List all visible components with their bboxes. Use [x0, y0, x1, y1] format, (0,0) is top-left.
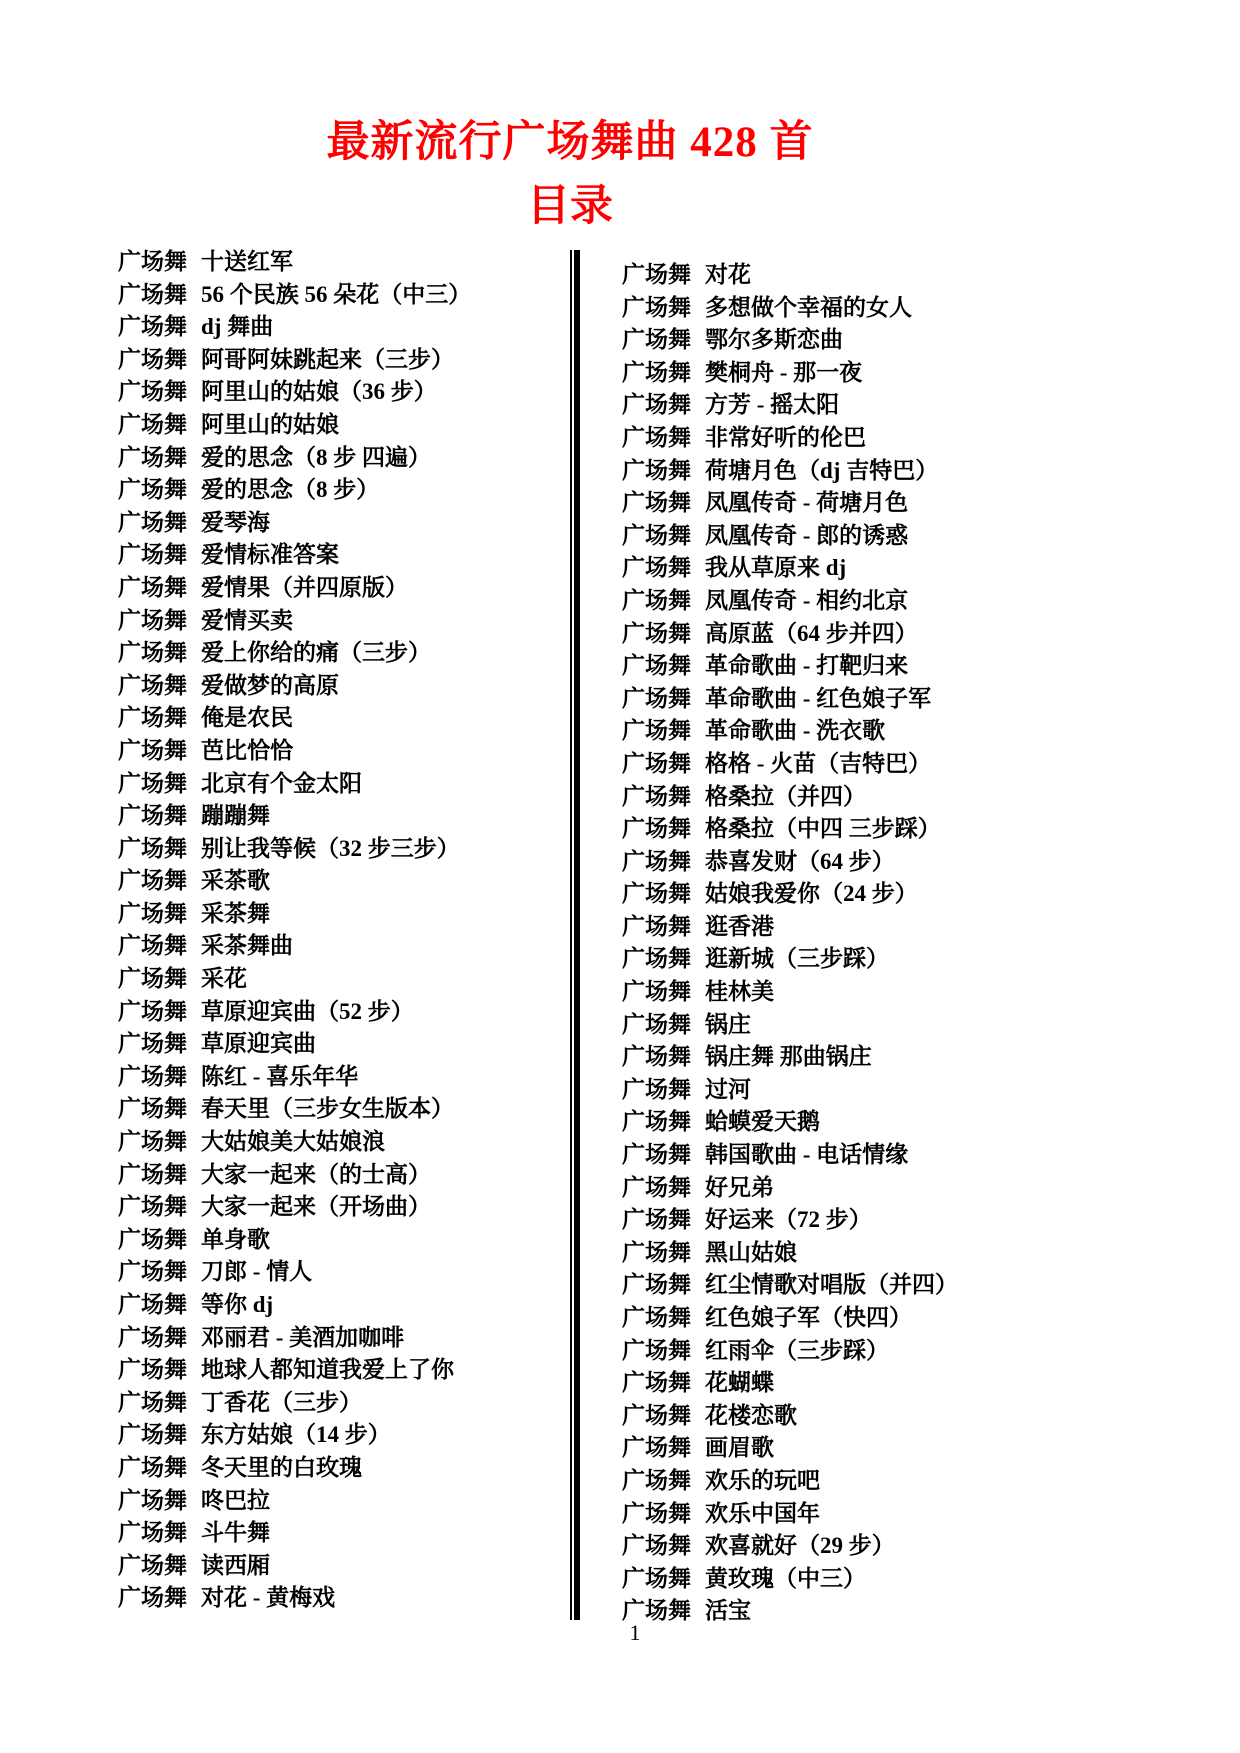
toc-entry: [118, 1224, 471, 1257]
toc-entry: [118, 605, 471, 638]
toc-entry: [622, 1237, 958, 1270]
entry-category: 广场舞: [118, 998, 187, 1024]
entry-category: 广场舞: [622, 1370, 691, 1396]
entry-song-title: 爱情标准答案: [201, 542, 339, 568]
entry-category: 广场舞: [118, 542, 187, 568]
entry-category: 广场舞: [118, 1259, 187, 1285]
entry-song-title: 恭喜发财（64 步）: [705, 848, 895, 874]
entry-category: 广场舞: [118, 1226, 187, 1252]
toc-entry: [622, 781, 958, 814]
entry-category: 广场舞: [118, 314, 187, 340]
entry-song-title: 等你 dj: [201, 1292, 274, 1317]
toc-entry: [622, 976, 958, 1009]
entry-song-title: 斗牛舞: [201, 1520, 270, 1546]
entry-song-title: 对花: [705, 262, 751, 287]
toc-entry: [118, 833, 471, 866]
toc-entry: [118, 1517, 471, 1550]
entry-category: 广场舞: [118, 607, 187, 633]
entry-category: 广场舞: [118, 509, 187, 535]
entry-song-title: 黑山姑娘: [705, 1239, 797, 1265]
entry-category: 广场舞: [622, 490, 691, 516]
entry-song-title: 春天里（三步女生版本）: [201, 1096, 454, 1122]
toc-entry: [622, 487, 958, 520]
entry-category: 广场舞: [622, 913, 691, 939]
toc-entry: [622, 552, 958, 585]
toc-entry: [622, 943, 958, 976]
toc-entry: [622, 389, 958, 422]
toc-entry: [118, 963, 471, 996]
entry-song-title: 爱的思念（8 步）: [201, 477, 380, 503]
entry-category: 广场舞: [118, 835, 187, 861]
entry-song-title: 凤凰传奇 - 郎的诱惑: [705, 522, 909, 548]
entry-category: 广场舞: [622, 327, 691, 353]
entry-song-title: 画眉歌: [705, 1435, 774, 1461]
entry-song-title: 阿里山的姑娘: [201, 411, 339, 437]
entry-song-title: 邓丽君 - 美酒加咖啡: [201, 1324, 405, 1350]
toc-entry: [622, 650, 958, 683]
entry-category: 广场舞: [622, 359, 691, 385]
entry-song-title: 红尘情歌对唱版（并四）: [705, 1272, 958, 1298]
entry-song-title: 锅庄舞 那曲锅庄: [705, 1044, 872, 1070]
toc-entry: [118, 376, 471, 409]
entry-category: 广场舞: [118, 1357, 187, 1383]
toc-entry: [622, 618, 958, 651]
toc-entry: [118, 930, 471, 963]
entry-category: 广场舞: [622, 1435, 691, 1461]
entry-category: 广场舞: [118, 1487, 187, 1513]
entry-song-title: 高原蓝（64 步并四）: [705, 620, 918, 646]
entry-song-title: 对花 - 黄梅戏: [201, 1585, 336, 1611]
entry-category: 广场舞: [622, 457, 691, 483]
entry-song-title: 好运来（72 步）: [705, 1207, 872, 1233]
entry-song-title: 阿哥阿妹跳起来（三步）: [201, 346, 454, 372]
toc-entry: [622, 292, 958, 325]
toc-entry: [622, 1335, 958, 1368]
toc-entry: [118, 572, 471, 605]
entry-song-title: 革命歌曲 - 红色娘子军: [705, 685, 932, 711]
toc-entry: [622, 1269, 958, 1302]
entry-song-title: 我从草原来 dj: [705, 555, 847, 581]
entry-category: 广场舞: [118, 281, 187, 307]
entry-song-title: 花蝴蝶: [705, 1370, 774, 1396]
entry-song-title: 爱做梦的高原: [201, 672, 339, 698]
entry-song-title: 大家一起来（开场曲）: [201, 1194, 431, 1220]
toc-entry: [118, 1550, 471, 1583]
entry-song-title: 格桑拉（中四 三步踩）: [705, 816, 941, 842]
entry-category: 广场舞: [622, 848, 691, 874]
entry-song-title: 黄玫瑰（中三）: [705, 1565, 866, 1591]
entry-category: 广场舞: [622, 718, 691, 744]
entry-song-title: 欢乐中国年: [705, 1500, 820, 1526]
entry-song-title: 阿里山的姑娘（36 步）: [201, 379, 437, 405]
entry-song-title: 草原迎宾曲: [201, 1031, 316, 1057]
column-divider: [570, 250, 580, 1620]
toc-column-left: [118, 246, 471, 1615]
toc-entry: [622, 1400, 958, 1433]
entry-song-title: 韩国歌曲 - 电话情缘: [705, 1142, 909, 1168]
entry-category: 广场舞: [118, 705, 187, 731]
toc-entry: [118, 1289, 471, 1322]
toc-entry: [622, 1563, 958, 1596]
toc-entry: [118, 800, 471, 833]
toc-entry: [118, 344, 471, 377]
entry-song-title: 爱上你给的痛（三步）: [201, 640, 431, 666]
toc-entry: [118, 702, 471, 735]
entry-category: 广场舞: [118, 346, 187, 372]
toc-entry: [622, 422, 958, 455]
entry-song-title: 凤凰传奇 - 荷塘月色: [705, 490, 909, 516]
entry-song-title: 活宝: [705, 1598, 751, 1624]
entry-category: 广场舞: [622, 750, 691, 776]
entry-song-title: 荷塘月色（dj 吉特巴）: [705, 457, 939, 483]
entry-category: 广场舞: [118, 900, 187, 926]
entry-category: 广场舞: [622, 620, 691, 646]
toc-entry: [622, 1530, 958, 1563]
toc-entry: [622, 1139, 958, 1172]
entry-song-title: 非常好听的伦巴: [705, 424, 866, 450]
entry-category: 广场舞: [622, 1142, 691, 1168]
entry-category: 广场舞: [118, 1292, 187, 1317]
entry-song-title: 大姑娘美大姑娘浪: [201, 1129, 385, 1155]
toc-entry: [118, 1093, 471, 1126]
entry-category: 广场舞: [118, 1552, 187, 1578]
page-title: 最新流行广场舞曲 428 首: [326, 119, 814, 166]
toc-entry: [118, 670, 471, 703]
entry-category: 广场舞: [622, 294, 691, 320]
entry-song-title: 别让我等候（32 步三步）: [201, 835, 460, 861]
entry-category: 广场舞: [622, 685, 691, 711]
entry-song-title: 采茶歌: [201, 868, 270, 894]
entry-song-title: 红色娘子军（快四）: [705, 1305, 912, 1330]
entry-category: 广场舞: [118, 966, 187, 992]
entry-song-title: 蹦蹦舞: [201, 803, 270, 829]
toc-entry: [118, 898, 471, 931]
entry-category: 广场舞: [118, 1031, 187, 1057]
toc-entry: [118, 996, 471, 1029]
entry-song-title: 爱的思念（8 步 四遍）: [201, 444, 431, 470]
toc-entry: [622, 1465, 958, 1498]
toc-entry: [622, 683, 958, 716]
toc-entry: [622, 846, 958, 879]
toc-entry: [118, 507, 471, 540]
entry-song-title: 俺是农民: [201, 705, 293, 731]
entry-category: 广场舞: [118, 803, 187, 829]
entry-song-title: 采花: [201, 966, 247, 992]
entry-song-title: 地球人都知道我爱上了你: [201, 1357, 454, 1383]
toc-entry: [118, 1485, 471, 1518]
entry-song-title: 读西厢: [201, 1552, 270, 1578]
toc-entry: [118, 1159, 471, 1192]
entry-song-title: 逛新城（三步踩）: [705, 946, 889, 972]
entry-song-title: 革命歌曲 - 打靶归来: [705, 653, 909, 679]
toc-entry: [118, 1419, 471, 1452]
toc-entry: [622, 1367, 958, 1400]
toc-entry: [622, 259, 958, 292]
toc-entry: [622, 1106, 958, 1139]
toc-entry: [118, 1191, 471, 1224]
entry-category: 广场舞: [622, 1337, 691, 1363]
entry-song-title: 逛香港: [705, 913, 774, 939]
entry-category: 广场舞: [118, 249, 187, 274]
toc-entry: [622, 813, 958, 846]
entry-song-title: 刀郎 - 情人: [201, 1259, 313, 1285]
toc-entry: [118, 1452, 471, 1485]
entry-song-title: 十送红军: [201, 249, 293, 274]
entry-category: 广场舞: [118, 1324, 187, 1350]
entry-category: 广场舞: [118, 1096, 187, 1122]
toc-entry: [622, 748, 958, 781]
entry-category: 广场舞: [622, 522, 691, 548]
entry-category: 广场舞: [118, 770, 187, 796]
entry-song-title: 爱情果（并四原版）: [201, 574, 408, 600]
toc-entry: [118, 865, 471, 898]
entry-category: 广场舞: [622, 1305, 691, 1330]
toc-entry: [622, 520, 958, 553]
toc-entry: [622, 911, 958, 944]
entry-category: 广场舞: [622, 1076, 691, 1102]
toc-entry: [622, 324, 958, 357]
entry-song-title: 格格 - 火苗（吉特巴）: [705, 750, 932, 776]
entry-category: 广场舞: [622, 1239, 691, 1265]
entry-song-title: 方芳 - 摇太阳: [705, 392, 840, 418]
entry-category: 广场舞: [622, 1044, 691, 1070]
entry-category: 广场舞: [118, 411, 187, 437]
entry-song-title: 多想做个幸福的女人: [705, 294, 912, 320]
entry-category: 广场舞: [622, 1272, 691, 1298]
toc-entry: [622, 1204, 958, 1237]
entry-song-title: 陈红 - 喜乐年华: [201, 1063, 359, 1089]
entry-song-title: 凤凰传奇 - 相约北京: [705, 587, 909, 613]
entry-category: 广场舞: [622, 262, 691, 287]
toc-entry: [118, 735, 471, 768]
entry-category: 广场舞: [118, 1520, 187, 1546]
toc-entry: [118, 1354, 471, 1387]
entry-song-title: 大家一起来（的士高）: [201, 1161, 431, 1187]
entry-song-title: 东方姑娘（14 步）: [201, 1422, 391, 1448]
entry-category: 广场舞: [622, 1207, 691, 1233]
entry-song-title: 北京有个金太阳: [201, 770, 362, 796]
toc-entry: [622, 1074, 958, 1107]
entry-song-title: 锅庄: [705, 1011, 751, 1037]
entry-song-title: 爱琴海: [201, 509, 270, 535]
entry-category: 广场舞: [622, 816, 691, 842]
entry-category: 广场舞: [118, 1454, 187, 1480]
toc-entry: [118, 1061, 471, 1094]
entry-category: 广场舞: [622, 881, 691, 907]
entry-category: 广场舞: [622, 1533, 691, 1559]
entry-song-title: 过河: [705, 1076, 751, 1102]
entry-song-title: 丁香花（三步）: [201, 1389, 362, 1415]
entry-category: 广场舞: [118, 737, 187, 763]
toc-entry: [622, 585, 958, 618]
toc-entry: [118, 246, 471, 279]
entry-category: 广场舞: [118, 1422, 187, 1448]
entry-category: 广场舞: [622, 653, 691, 679]
toc-entry: [118, 1582, 471, 1615]
entry-song-title: 采茶舞曲: [201, 933, 293, 959]
toc-entry: [622, 715, 958, 748]
entry-song-title: 樊桐舟 - 那一夜: [705, 359, 863, 385]
entry-song-title: 单身歌: [201, 1226, 270, 1252]
entry-song-title: 欢喜就好（29 步）: [705, 1533, 895, 1559]
entry-song-title: 爱情买卖: [201, 607, 293, 633]
entry-category: 广场舞: [118, 1194, 187, 1220]
entry-category: 广场舞: [118, 1389, 187, 1415]
entry-category: 广场舞: [622, 424, 691, 450]
toc-entry: [118, 474, 471, 507]
toc-entry: [118, 1387, 471, 1420]
toc-entry: [118, 1256, 471, 1289]
entry-category: 广场舞: [118, 868, 187, 894]
entry-category: 广场舞: [118, 672, 187, 698]
entry-song-title: 好兄弟: [705, 1174, 774, 1200]
entry-category: 广场舞: [622, 1467, 691, 1493]
entry-song-title: 采茶舞: [201, 900, 270, 926]
toc-entry: [622, 1172, 958, 1205]
toc-entry: [622, 878, 958, 911]
entry-song-title: 咚巴拉: [201, 1487, 270, 1513]
entry-category: 广场舞: [118, 477, 187, 503]
entry-song-title: 红雨伞（三步踩）: [705, 1337, 889, 1363]
entry-song-title: 花楼恋歌: [705, 1402, 797, 1428]
toc-entry: [118, 637, 471, 670]
toc-entry: [118, 539, 471, 572]
entry-category: 广场舞: [118, 1161, 187, 1187]
entry-category: 广场舞: [118, 574, 187, 600]
entry-song-title: 蛤蟆爱天鹅: [705, 1109, 820, 1135]
entry-song-title: 鄂尔多斯恋曲: [705, 327, 843, 353]
toc-entry: [622, 1498, 958, 1531]
entry-category: 广场舞: [622, 1109, 691, 1135]
entry-category: 广场舞: [622, 587, 691, 613]
entry-song-title: 格桑拉（并四）: [705, 783, 866, 809]
toc-entry: [622, 357, 958, 390]
entry-category: 广场舞: [118, 1063, 187, 1089]
entry-category: 广场舞: [118, 379, 187, 405]
entry-category: 广场舞: [622, 783, 691, 809]
entry-category: 广场舞: [622, 392, 691, 418]
entry-song-title: 冬天里的白玫瑰: [201, 1454, 362, 1480]
entry-category: 广场舞: [622, 1174, 691, 1200]
entry-category: 广场舞: [118, 1585, 187, 1611]
toc-heading: 目录: [527, 183, 613, 230]
entry-category: 广场舞: [118, 933, 187, 959]
entry-song-title: 姑娘我爱你（24 步）: [705, 881, 918, 907]
entry-song-title: 欢乐的玩吧: [705, 1467, 820, 1493]
toc-entry: [118, 1322, 471, 1355]
toc-column-right: [622, 259, 958, 1628]
entry-category: 广场舞: [622, 1402, 691, 1428]
entry-category: 广场舞: [118, 1129, 187, 1155]
toc-entry: [622, 1041, 958, 1074]
toc-entry: [622, 1009, 958, 1042]
entry-category: 广场舞: [622, 979, 691, 1005]
entry-category: 广场舞: [118, 444, 187, 470]
toc-entry: [118, 1126, 471, 1159]
entry-category: 广场舞: [622, 1500, 691, 1526]
entry-category: 广场舞: [622, 1598, 691, 1624]
toc-entry: [622, 1432, 958, 1465]
entry-category: 广场舞: [622, 1011, 691, 1037]
page-number: 1: [629, 1620, 641, 1645]
toc-entry: [118, 311, 471, 344]
toc-entry: [118, 442, 471, 475]
toc-entry: [622, 455, 958, 488]
entry-category: 广场舞: [622, 1565, 691, 1591]
entry-song-title: 桂林美: [705, 979, 774, 1005]
toc-entry: [622, 1302, 958, 1335]
toc-entry: [118, 279, 471, 312]
entry-song-title: dj 舞曲: [201, 314, 274, 340]
entry-category: 广场舞: [622, 946, 691, 972]
entry-song-title: 芭比恰恰: [201, 737, 293, 763]
entry-song-title: 草原迎宾曲（52 步）: [201, 998, 414, 1024]
toc-entry: [118, 768, 471, 801]
entry-song-title: 56 个民族 56 朵花（中三）: [201, 281, 472, 307]
toc-entry: [118, 409, 471, 442]
toc-entry: [118, 1028, 471, 1061]
entry-song-title: 革命歌曲 - 洗衣歌: [705, 718, 886, 744]
entry-category: 广场舞: [622, 555, 691, 581]
entry-category: 广场舞: [118, 640, 187, 666]
